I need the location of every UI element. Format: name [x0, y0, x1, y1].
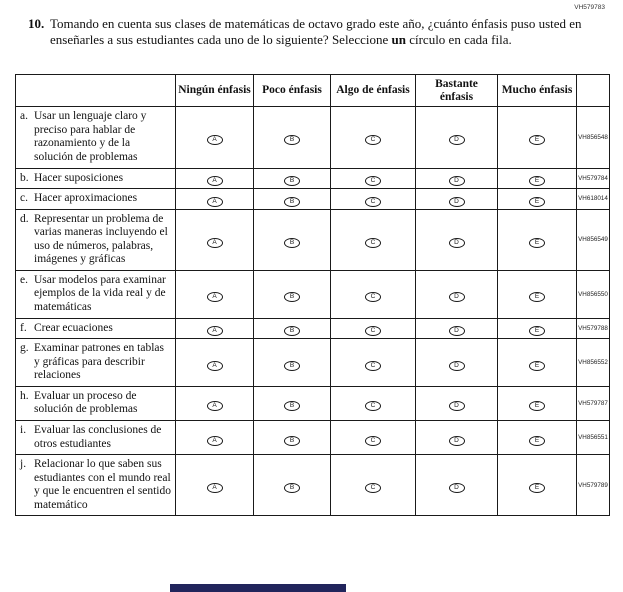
row-code: VH579787	[577, 386, 610, 420]
option-cell	[498, 386, 577, 420]
item-text: Hacer aproximaciones	[34, 192, 138, 205]
row-code: VH856551	[577, 420, 610, 454]
item-text: Evaluar un proceso de solución de problemas	[34, 389, 138, 416]
item-text: Representar un problema de varias maneras incluyendo el uso de números, palabras, imágenes y gráficas	[34, 212, 168, 266]
item-cell	[16, 168, 176, 189]
item-cell	[16, 455, 176, 516]
radio-option-e[interactable]: E	[529, 135, 545, 145]
radio-option-c[interactable]: C	[365, 483, 381, 493]
option-cell	[331, 318, 416, 339]
option-cell	[416, 107, 498, 168]
radio-option-c[interactable]: C	[365, 361, 381, 371]
item-text: Usar modelos para examinar ejemplos de la vida real y de matemáticas	[34, 273, 166, 314]
radio-option-e[interactable]: E	[529, 197, 545, 207]
item-cell	[16, 189, 176, 210]
header-mucho-enfasis: Mucho énfasis	[498, 75, 577, 107]
header-algo-de-enfasis: Algo de énfasis	[331, 75, 416, 107]
question-text-after: círculo en cada fila.	[405, 32, 512, 48]
radio-option-d[interactable]: D	[449, 135, 465, 145]
header-ningun-enfasis: Ningún énfasis	[176, 75, 254, 107]
radio-option-b[interactable]: B	[284, 176, 300, 186]
table-row	[16, 270, 610, 318]
radio-option-e[interactable]: E	[529, 401, 545, 411]
question-text-bold: un	[391, 32, 406, 48]
option-cell	[416, 386, 498, 420]
option-cell	[416, 339, 498, 387]
radio-option-c[interactable]: C	[365, 176, 381, 186]
row-code: VH618014	[577, 189, 610, 210]
option-cell	[176, 107, 254, 168]
radio-option-c[interactable]: C	[365, 135, 381, 145]
emphasis-table	[15, 74, 610, 516]
radio-option-d[interactable]: D	[449, 361, 465, 371]
option-cell	[176, 318, 254, 339]
item-letter: b.	[20, 171, 29, 184]
option-cell	[176, 209, 254, 270]
radio-option-c[interactable]: C	[365, 326, 381, 336]
question-text	[50, 16, 590, 49]
radio-option-a[interactable]: A	[207, 436, 223, 446]
option-cell	[254, 455, 331, 516]
option-cell	[254, 107, 331, 168]
item-cell	[16, 270, 176, 318]
table-row	[16, 339, 610, 387]
header-code-blank	[577, 75, 610, 107]
item-cell	[16, 318, 176, 339]
option-cell	[416, 420, 498, 454]
item-cell	[16, 420, 176, 454]
row-code: VH579788	[577, 318, 610, 339]
radio-option-a[interactable]: A	[207, 292, 223, 302]
option-cell	[498, 189, 577, 210]
radio-option-b[interactable]: B	[284, 436, 300, 446]
option-cell	[331, 168, 416, 189]
radio-option-d[interactable]: D	[449, 483, 465, 493]
radio-option-e[interactable]: E	[529, 326, 545, 336]
item-text: Evaluar las conclusiones de otros estudiantes	[34, 423, 162, 450]
header-row	[16, 75, 610, 107]
item-letter: c.	[20, 192, 28, 205]
radio-option-a[interactable]: A	[207, 238, 223, 248]
row-code: VH579789	[577, 455, 610, 516]
radio-option-d[interactable]: D	[449, 401, 465, 411]
item-cell	[16, 107, 176, 168]
option-cell	[254, 168, 331, 189]
option-cell	[254, 420, 331, 454]
option-cell	[176, 270, 254, 318]
table-row	[16, 189, 610, 210]
option-cell	[498, 420, 577, 454]
radio-option-e[interactable]: E	[529, 483, 545, 493]
radio-option-e[interactable]: E	[529, 292, 545, 302]
radio-option-b[interactable]: B	[284, 361, 300, 371]
radio-option-a[interactable]: A	[207, 176, 223, 186]
item-letter: d.	[20, 212, 29, 225]
radio-option-b[interactable]: B	[284, 326, 300, 336]
option-cell	[176, 455, 254, 516]
question-block	[28, 16, 598, 49]
option-cell	[254, 189, 331, 210]
option-cell	[254, 270, 331, 318]
row-code: VH856550	[577, 270, 610, 318]
item-letter: j.	[20, 458, 27, 471]
radio-option-b[interactable]: B	[284, 238, 300, 248]
option-cell	[176, 189, 254, 210]
option-cell	[498, 318, 577, 339]
partial-next-element	[170, 584, 346, 592]
radio-option-d[interactable]: D	[449, 436, 465, 446]
item-letter: h.	[20, 389, 29, 402]
row-code: VH579784	[577, 168, 610, 189]
item-cell	[16, 339, 176, 387]
option-cell	[176, 386, 254, 420]
header-bastante-enfasis: Bastante énfasis	[416, 75, 498, 107]
option-cell	[498, 107, 577, 168]
item-cell	[16, 386, 176, 420]
table-row	[16, 209, 610, 270]
table-row	[16, 168, 610, 189]
row-code: VH856548	[577, 107, 610, 168]
radio-option-e[interactable]: E	[529, 436, 545, 446]
radio-option-b[interactable]: B	[284, 483, 300, 493]
radio-option-c[interactable]: C	[365, 238, 381, 248]
radio-option-c[interactable]: C	[365, 292, 381, 302]
item-cell	[16, 209, 176, 270]
radio-option-a[interactable]: A	[207, 361, 223, 371]
item-letter: i.	[20, 423, 27, 436]
radio-option-b[interactable]: B	[284, 135, 300, 145]
radio-option-d[interactable]: D	[449, 292, 465, 302]
option-cell	[331, 209, 416, 270]
radio-option-d[interactable]: D	[449, 238, 465, 248]
option-cell	[331, 270, 416, 318]
row-code: VH856552	[577, 339, 610, 387]
radio-option-b[interactable]: B	[284, 292, 300, 302]
form-code: VH579783	[574, 4, 605, 11]
table-row	[16, 318, 610, 339]
option-cell	[254, 386, 331, 420]
row-code: VH856549	[577, 209, 610, 270]
radio-option-e[interactable]: E	[529, 238, 545, 248]
option-cell	[331, 455, 416, 516]
item-text: Crear ecuaciones	[34, 321, 113, 334]
option-cell	[416, 455, 498, 516]
option-cell	[416, 318, 498, 339]
item-letter: g.	[20, 342, 29, 355]
option-cell	[416, 189, 498, 210]
option-cell	[331, 420, 416, 454]
option-cell	[176, 339, 254, 387]
item-text: Relacionar lo que saben sus estudiantes con el mundo real y que le encuentren el sentido matemático	[34, 458, 171, 511]
option-cell	[498, 339, 577, 387]
item-text: Examinar patrones en tablas y gráficas para describir relaciones	[34, 342, 164, 382]
option-cell	[498, 168, 577, 189]
radio-option-e[interactable]: E	[529, 361, 545, 371]
radio-option-a[interactable]: A	[207, 135, 223, 145]
radio-option-c[interactable]: C	[365, 197, 381, 207]
question-number: 10.	[28, 16, 45, 31]
radio-option-a[interactable]: A	[207, 483, 223, 493]
option-cell	[416, 168, 498, 189]
option-cell	[498, 270, 577, 318]
table-row	[16, 107, 610, 168]
option-cell	[254, 318, 331, 339]
radio-option-e[interactable]: E	[529, 176, 545, 186]
option-cell	[498, 455, 577, 516]
question-text-before: Tomando en cuenta sus clases de matemáticas de octavo grado este año, ¿cuánto énfasis puso usted en enseñarles a sus estudiantes cada uno de lo siguiente? Seleccione	[50, 16, 582, 48]
header-item-blank	[16, 75, 176, 107]
item-letter: a.	[20, 110, 28, 123]
radio-option-a[interactable]: A	[207, 326, 223, 336]
item-text: Hacer suposiciones	[34, 171, 124, 184]
radio-option-a[interactable]: A	[207, 197, 223, 207]
item-letter: e.	[20, 273, 28, 286]
item-text: Usar un lenguaje claro y preciso para hablar de razonamiento y de la solución de problemas	[34, 110, 147, 163]
option-cell	[416, 209, 498, 270]
option-cell	[176, 420, 254, 454]
radio-option-b[interactable]: B	[284, 401, 300, 411]
option-cell	[254, 209, 331, 270]
radio-option-d[interactable]: D	[449, 197, 465, 207]
table-row	[16, 420, 610, 454]
option-cell	[254, 339, 331, 387]
option-cell	[416, 270, 498, 318]
table-row	[16, 386, 610, 420]
table-row	[16, 455, 610, 516]
header-poco-enfasis: Poco énfasis	[254, 75, 331, 107]
option-cell	[176, 168, 254, 189]
item-letter: f.	[20, 321, 27, 334]
radio-option-a[interactable]: A	[207, 401, 223, 411]
radio-option-c[interactable]: C	[365, 436, 381, 446]
radio-option-c[interactable]: C	[365, 401, 381, 411]
option-cell	[331, 386, 416, 420]
radio-option-d[interactable]: D	[449, 326, 465, 336]
option-cell	[331, 189, 416, 210]
option-cell	[331, 339, 416, 387]
radio-option-d[interactable]: D	[449, 176, 465, 186]
option-cell	[498, 209, 577, 270]
option-cell	[331, 107, 416, 168]
radio-option-b[interactable]: B	[284, 197, 300, 207]
